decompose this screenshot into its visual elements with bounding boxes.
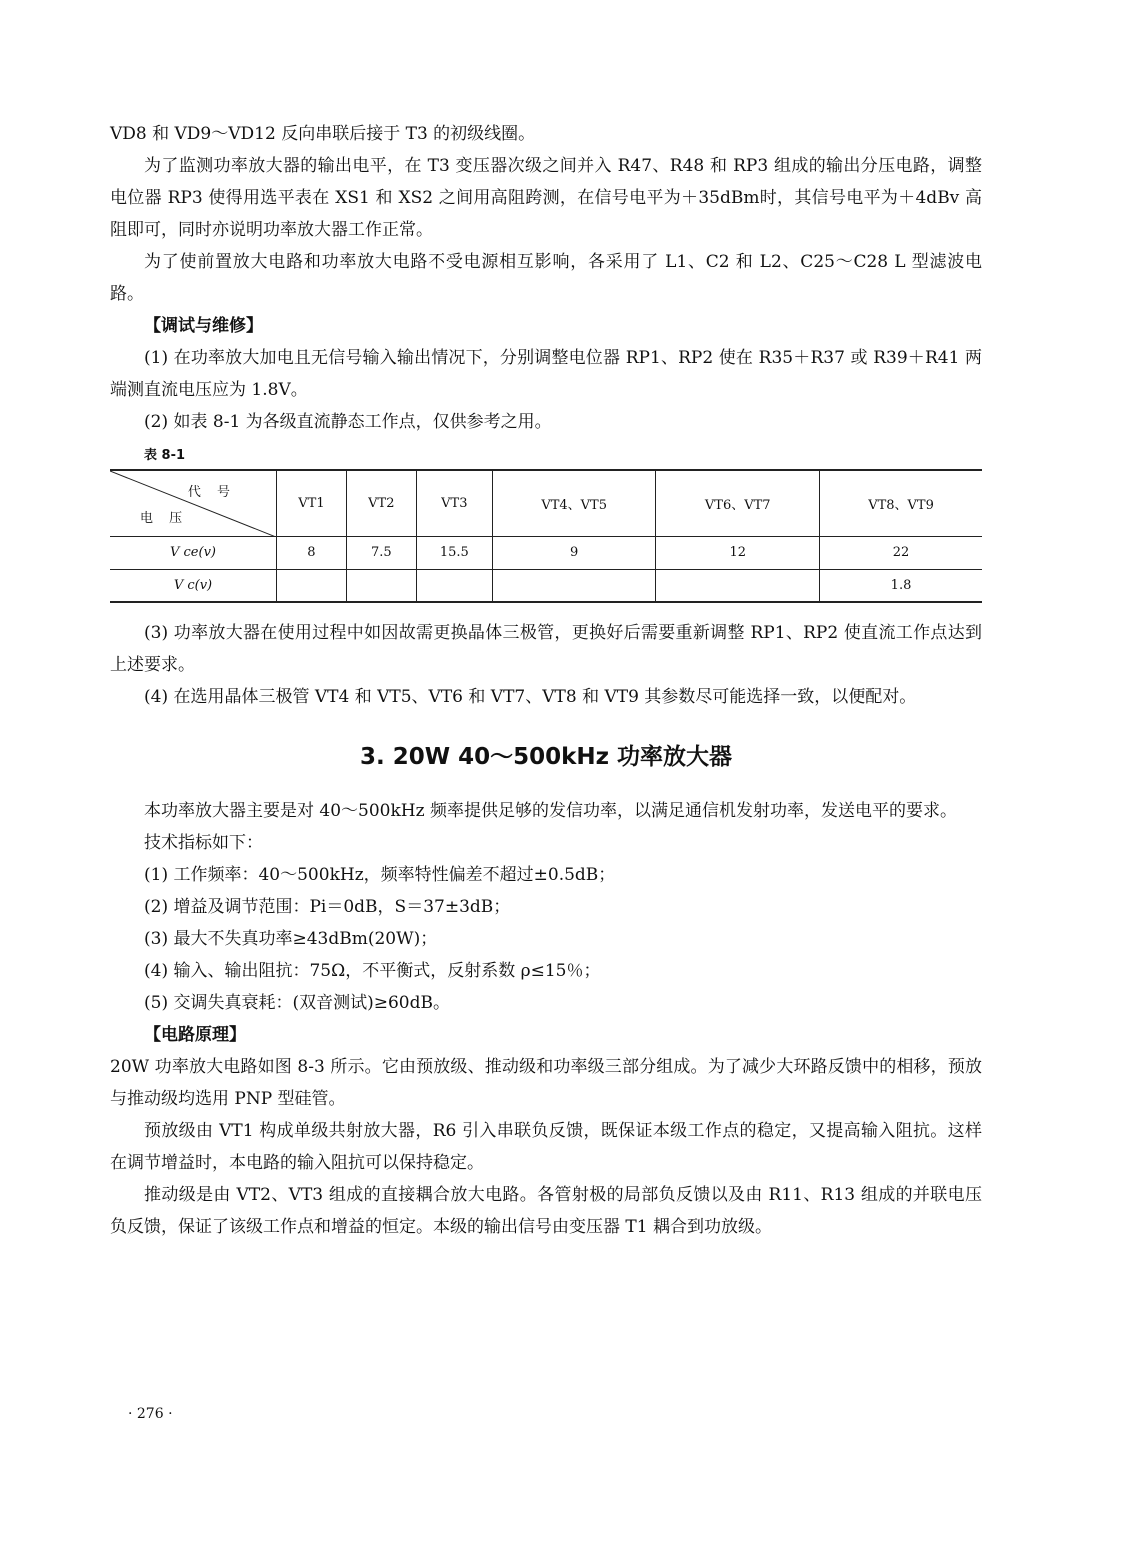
table-header-cell: VT8、VT9: [820, 470, 982, 536]
table-cell: 7.5: [346, 536, 416, 569]
paragraph-filter: 为了使前置放大电路和功率放大电路不受电源相互影响，各采用了 L1、C2 和 L2、C25～C28 L 型滤波电路。: [110, 252, 982, 304]
row-label: V c(v): [173, 577, 213, 593]
table-header-cell: VT4、VT5: [492, 470, 656, 536]
circuit-paragraph-2: 预放级由 VT1 构成单级共射放大器，R6 引入串联负反馈，既保证本级工作点的稳定，又提高输入阻抗。这样在调节增益时，本电路的输入阻抗可以保持稳定。: [110, 1121, 982, 1173]
table-row: [110, 536, 982, 569]
table-cell: [346, 569, 416, 602]
table-cell: [656, 569, 820, 602]
table-cell: [277, 569, 347, 602]
table-cell: 1.8: [820, 569, 982, 602]
intro-paragraph: 本功率放大器主要是对 40～500kHz 频率提供足够的发信功率，以满足通信机发射功率，发送电平的要求。: [144, 801, 957, 821]
spec-item-4: (4) 输入、输出阻抗：75Ω，不平衡式，反射系数 ρ≤15％；: [144, 961, 601, 981]
table-header-cell: VT1: [277, 470, 347, 536]
table-cell: 22: [820, 536, 982, 569]
spec-item-5: (5) 交调失真衰耗：(双音测试)≥60dB。: [144, 993, 450, 1013]
table-cell: [416, 569, 492, 602]
corner-top-label: 代 号: [187, 485, 236, 500]
paragraph-monitor: 为了监测功率放大器的输出电平，在 T3 变压器次级之间并入 R47、R48 和 RP3 组成的输出分压电路，调整电位器 RP3 使得用选平表在 XS1 和 XS2 之间用高阻跨测，在信号电平为＋35dBm时，其信号电平为＋4dBv 高阻即可，同时亦说明功率放大器工作正常。: [110, 156, 982, 240]
page-number: · 276 ·: [128, 1406, 173, 1422]
circuit-paragraph-1: 20W 功率放大电路如图 8-3 所示。它由预放级、推动级和功率级三部分组成。为了减少大环路反馈中的相移，预放与推动级均选用 PNP 型硅管。: [110, 1057, 982, 1109]
table-cell: 12: [656, 536, 820, 569]
table-header-cell: VT6、VT7: [656, 470, 820, 536]
table-row: [110, 569, 982, 602]
paragraph-vd8: VD8 和 VD9～VD12 反向串联后接于 T3 的初级线圈。: [110, 124, 536, 144]
table-corner-cell: [110, 470, 277, 536]
table-header-cell: VT3: [416, 470, 492, 536]
page-content: [110, 118, 982, 1243]
debug-item-4: (4) 在选用晶体三极管 VT4 和 VT5、VT6 和 VT7、VT8 和 VT9 其参数尽可能选择一致，以便配对。: [144, 687, 917, 707]
circuit-heading: 【电路原理】: [144, 1025, 246, 1045]
row-label: V ce(v): [170, 545, 216, 560]
table-caption: 表 8-1: [144, 448, 186, 463]
corner-bottom-label: 电 压: [140, 510, 189, 526]
debug-item-1: (1) 在功率放大加电且无信号输入输出情况下，分别调整电位器 RP1、RP2 使在 R35＋R37 或 R39＋R41 两端测直流电压应为 1.8V。: [110, 348, 982, 400]
section-heading: 3. 20W 40～500kHz 功率放大器: [359, 744, 733, 770]
dc-operating-point-table: [110, 469, 982, 603]
spec-item-1: (1) 工作频率：40～500kHz，频率特性偏差不超过±0.5dB；: [144, 865, 616, 885]
spec-title: 技术指标如下：: [144, 833, 263, 853]
table-cell: [492, 569, 656, 602]
debug-item-2: (2) 如表 8-1 为各级直流静态工作点，仅供参考之用。: [144, 412, 552, 432]
table-cell: 8: [277, 536, 347, 569]
spec-item-2: (2) 增益及调节范围：Pi＝0dB，S＝37±3dB；: [144, 897, 511, 917]
table-header-row: [110, 470, 982, 536]
debug-heading: 【调试与维修】: [144, 316, 263, 336]
table-header-cell: VT2: [346, 470, 416, 536]
debug-item-3: (3) 功率放大器在使用过程中如因故需更换晶体三极管，更换好后需要重新调整 RP1、RP2 使直流工作点达到上述要求。: [110, 623, 982, 675]
table-cell: 15.5: [416, 536, 492, 569]
circuit-paragraph-3: 推动级是由 VT2、VT3 组成的直接耦合放大电路。各管射极的局部负反馈以及由 R11、R13 组成的并联电压负反馈，保证了该级工作点和增益的恒定。本级的输出信号由变压器 T1 耦合到功放级。: [110, 1185, 982, 1237]
spec-item-3: (3) 最大不失真功率≥43dBm(20W)；: [144, 929, 438, 949]
table-cell: 9: [492, 536, 656, 569]
